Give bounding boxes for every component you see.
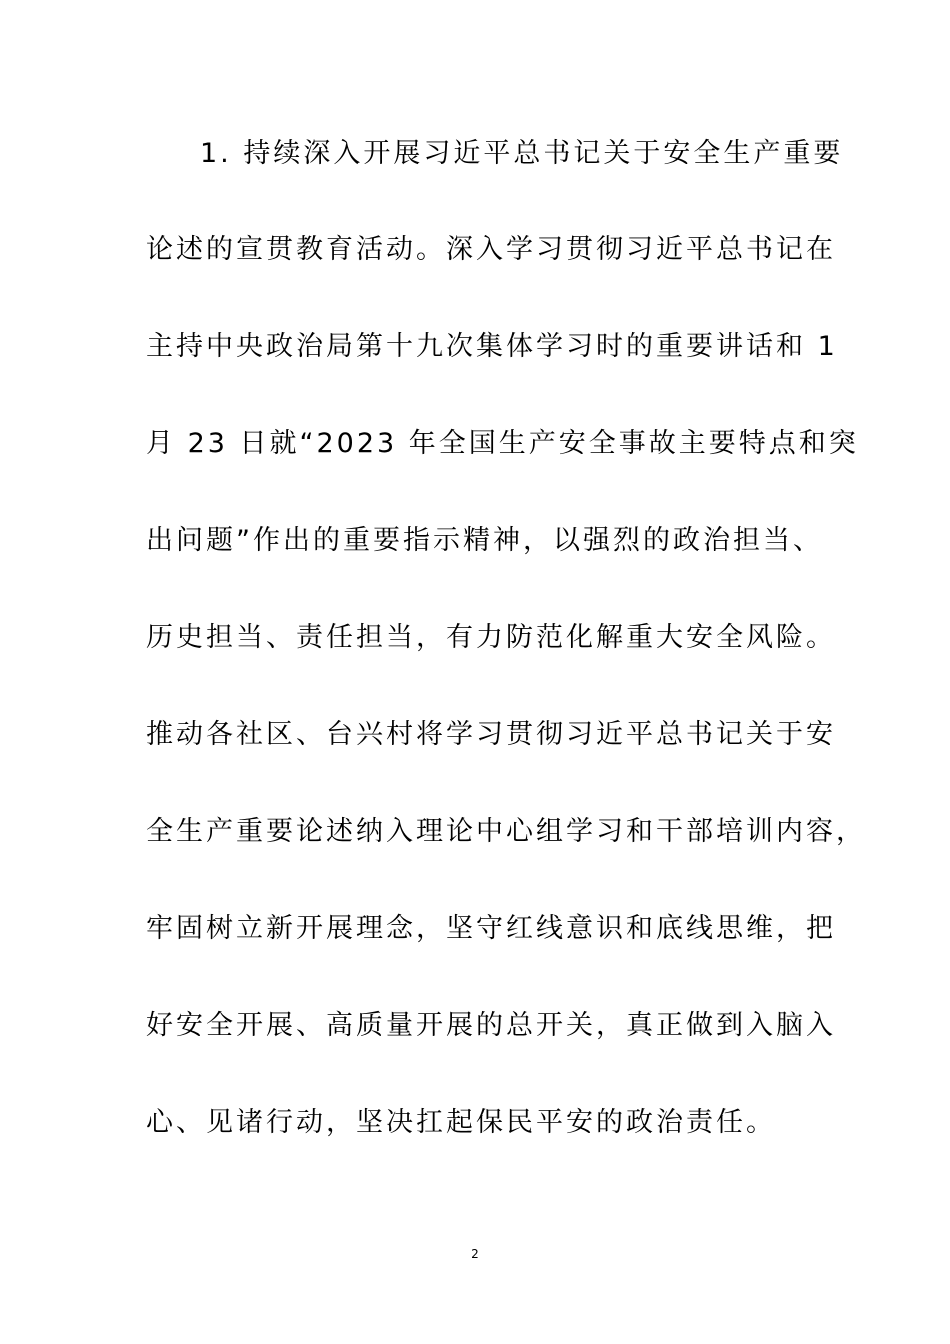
paragraph-line-9: 牢固树立新开展理念，坚守红线意识和底线思维，把 <box>146 913 836 944</box>
paragraph-line-10: 好安全开展、高质量开展的总开关，真正做到入脑入 <box>146 1010 836 1041</box>
paragraph-line-5: 出问题”作出的重要指示精神，以强烈的政治担当、 <box>146 525 823 556</box>
paragraph-line-3: 主持中央政治局第十九次集体学习时的重要讲话和 1 <box>146 331 838 362</box>
paragraph-line-1: 1. 持续深入开展习近平总书记关于安全生产重要 <box>200 138 844 169</box>
paragraph-line-7: 推动各社区、台兴村将学习贯彻习近平总书记关于安 <box>146 719 836 750</box>
page-number: 2 <box>471 1247 479 1261</box>
paragraph-line-6: 历史担当、责任担当，有力防范化解重大安全风险。 <box>146 622 836 653</box>
paragraph-line-4: 月 23 日就“2023 年全国生产安全事故主要特点和突 <box>146 428 859 459</box>
paragraph-line-2: 论述的宣贯教育活动。深入学习贯彻习近平总书记在 <box>146 234 836 265</box>
paragraph-line-11: 心、见诸行动，坚决扛起保民平安的政治责任。 <box>146 1107 776 1138</box>
paragraph-line-8: 全生产重要论述纳入理论中心组学习和干部培训内容， <box>146 816 866 847</box>
